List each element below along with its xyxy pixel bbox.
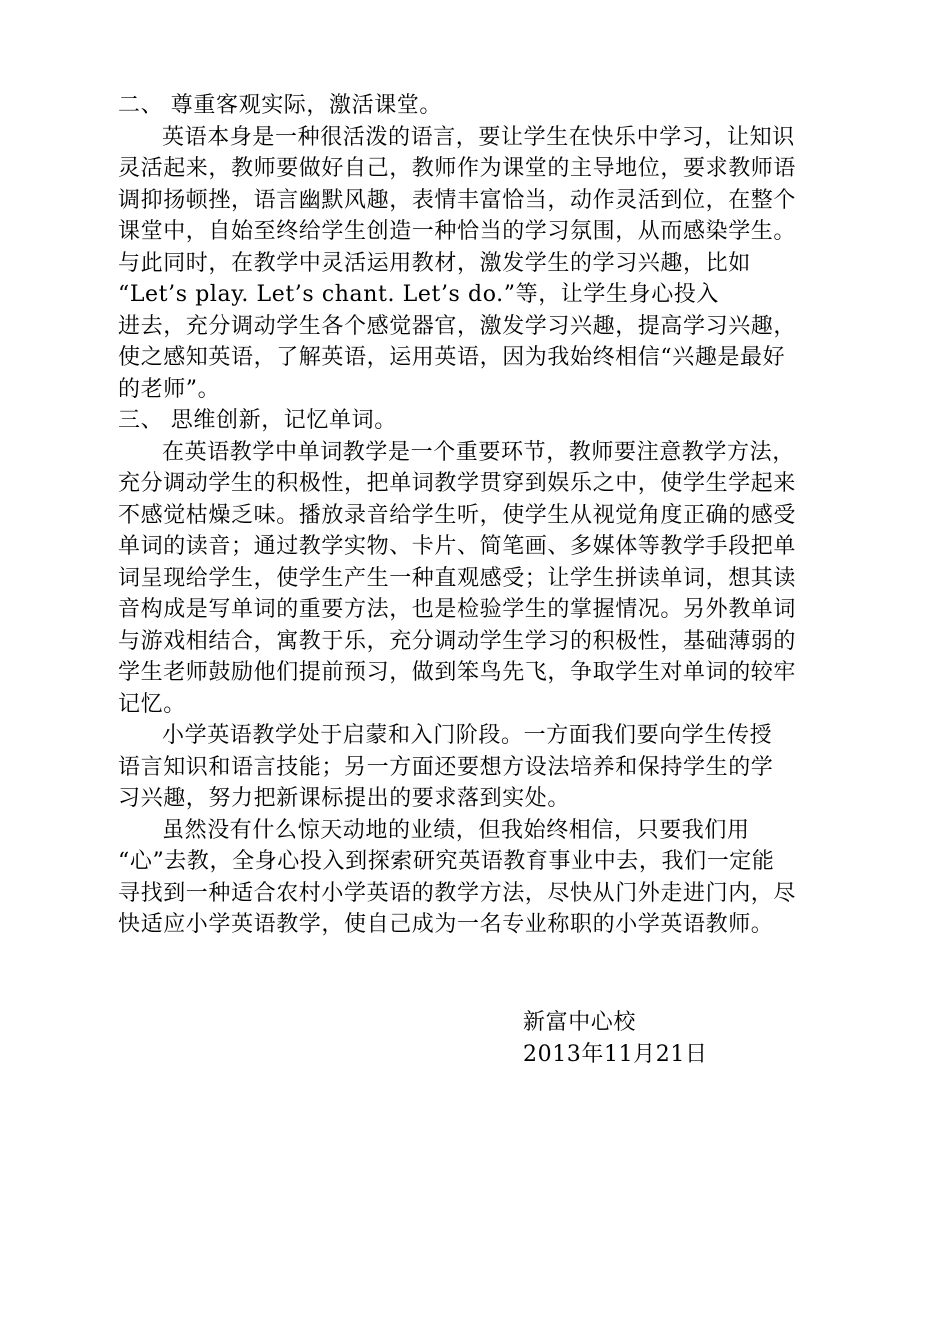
signature-school: 新富中心校 [523, 1010, 637, 1035]
paragraph-line: 进去，充分调动学生各个感觉器官，激发学习兴趣，提高学习兴趣， [118, 313, 797, 339]
paragraph-line: 英语本身是一种很活泼的语言，要让学生在快乐中学习，让知识 [162, 124, 795, 150]
paragraph-line: 记忆。 [118, 691, 186, 717]
paragraph-line: 课堂中，自始至终给学生创造一种恰当的学习氛围，从而感染学生。 [118, 219, 797, 244]
paragraph-line: 单词的读音；通过教学实物、卡片、简笔画、多媒体等教学手段把单 [118, 534, 797, 559]
paragraph-line: 语言知识和语言技能；另一方面还要想方设法培养和保持学生的学 [118, 754, 774, 780]
paragraph-line: 词呈现给学生，使学生产生一种直观感受；让学生拼读单词，想其读 [118, 565, 797, 591]
paragraph-line: 调抑扬顿挫，语言幽默风趣，表情丰富恰当，动作灵活到位，在整个 [118, 187, 797, 213]
paragraph-line: “心”去教，全身心投入到探索研究英语教育事业中去，我们一定能 [118, 849, 775, 874]
paragraph-line: 在英语教学中单词教学是一个重要环节，教师要注意教学方法， [162, 439, 795, 465]
paragraph-line: 快适应小学英语教学，使自己成为一名专业称职的小学英语教师。 [118, 912, 774, 937]
paragraph-line: 与此同时，在教学中灵活运用教材，激发学生的学习兴趣，比如 [118, 250, 751, 276]
paragraph-line: “Let’s play. Let’s chant. Let’s do.”等，让学生身心投入 [118, 282, 719, 307]
paragraph-line: 充分调动学生的积极性，把单词教学贯穿到娱乐之中，使学生学起来 [118, 471, 797, 496]
paragraph-line: 与游戏相结合，寓教于乐，充分调动学生学习的积极性，基础薄弱的 [118, 628, 797, 654]
paragraph-line: 习兴趣，努力把新课标提出的要求落到实处。 [118, 786, 571, 811]
paragraph-line: 学生老师鼓励他们提前预习，做到笨鸟先飞，争取学生对单词的较牢 [118, 660, 797, 685]
paragraph-line: 寻找到一种适合农村小学英语的教学方法，尽快从门外走进门内，尽 [118, 880, 797, 906]
paragraph-line: 虽然没有什么惊天动地的业绩，但我始终相信，只要我们用 [162, 817, 750, 843]
paragraph-line: 的老师”。 [118, 376, 221, 402]
section-heading: 二、 尊重客观实际，激活课堂。 [118, 93, 442, 118]
paragraph-line: 使之感知英语，了解英语，运用英语，因为我始终相信“兴趣是最好 [118, 345, 786, 370]
signature-date: 2013年11月21日 [523, 1041, 708, 1067]
signature-block [523, 1007, 708, 1070]
paragraph-line: 音构成是写单词的重要方法，也是检验学生的掌握情况。另外教单词 [118, 597, 797, 622]
paragraph-line: 灵活起来，教师要做好自己，教师作为课堂的主导地位，要求教师语 [118, 156, 797, 181]
section-heading: 三、 思维创新，记忆单词。 [118, 408, 397, 433]
paragraph-line: 小学英语教学处于启蒙和入门阶段。一方面我们要向学生传授 [162, 723, 773, 748]
document-body [118, 90, 870, 941]
paragraph-line: 不感觉枯燥乏味。播放录音给学生听，使学生从视觉角度正确的感受 [118, 502, 797, 528]
